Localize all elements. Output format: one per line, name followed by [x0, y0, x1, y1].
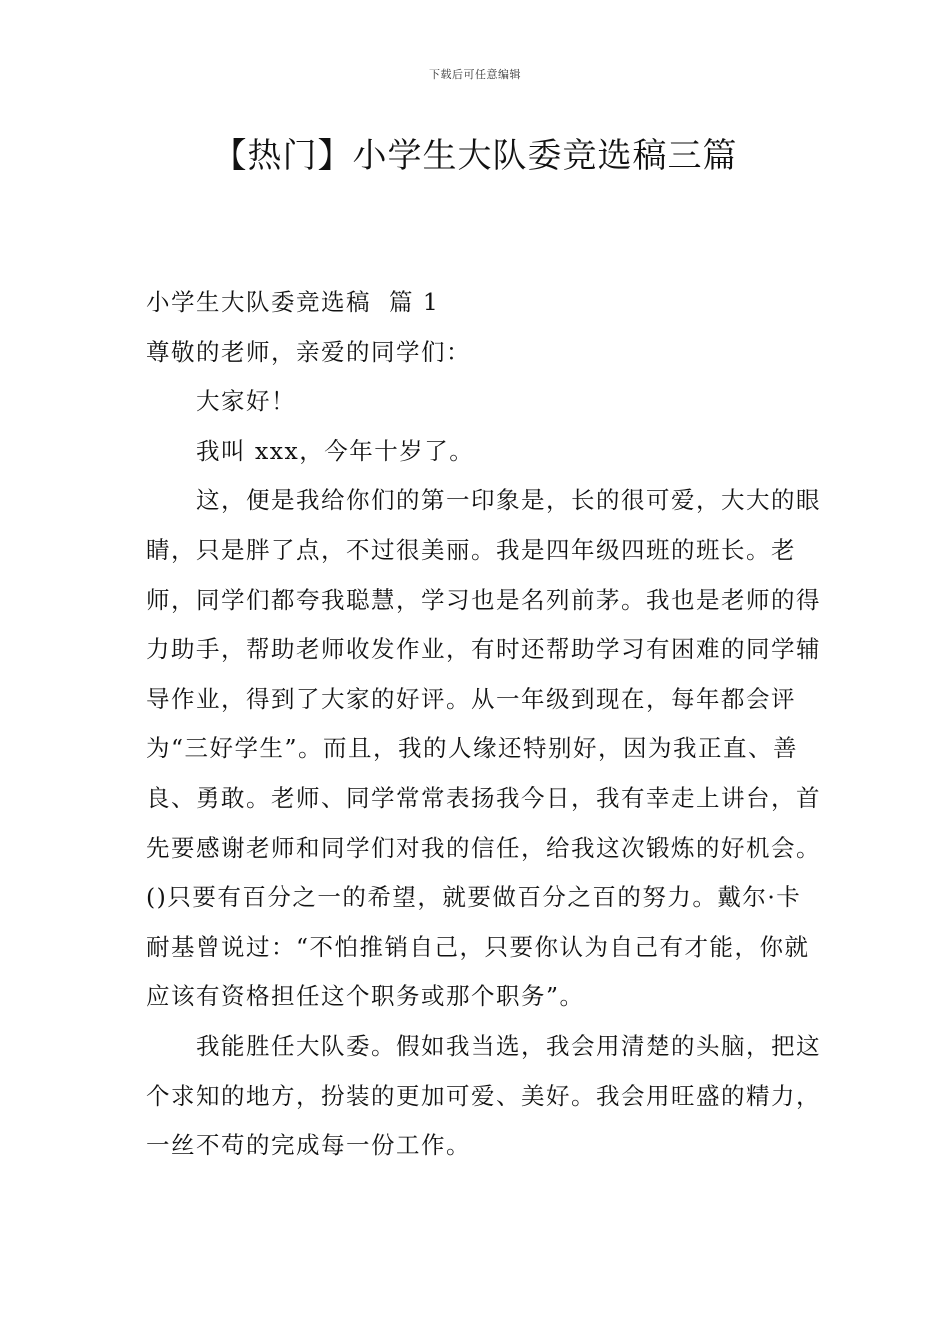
document-title: 【热门】小学生大队委竞选稿三篇: [212, 136, 738, 176]
paragraph-1: 大家好！: [196, 387, 296, 416]
header-note: 下载后可任意编辑: [429, 68, 521, 81]
paragraph-3: 这，便是我给你们的第一印象是，长的很可爱，大大的眼睛，只是胖了点，不过很美丽。我是四年级四班的班长。老师，同学们都夸我聪慧，学习也是名列前茅。我也是老师的得力助手，帮助老师收发作业，有时还帮助学习有困难的同学辅导作业，得到了大家的好评。从一年级到现在，每年都会评为“三好学生”。而且，我的人缘还特别好，因为我正直、善良、勇敢。老师、同学常常表扬我今日，我有幸走上讲台，首先要感谢老师和同学们对我的信任，给我这次锻炼的好机会。()只要有百分之一的希望，就要做百分之百的努力。戴尔·卡耐基曾说过：“不怕推销自己，只要你认为自己有才能，你就应该有资格担任这个职务或那个职务”。: [146, 486, 821, 1011]
document-body: [146, 278, 826, 1171]
paragraph-4: 我能胜任大队委。假如我当选，我会用清楚的头脑，把这个求知的地方，扮装的更加可爱、美好。我会用旺盛的精力，一丝不苟的完成每一份工作。: [146, 1031, 821, 1160]
section-heading: 小学生大队委竞选稿 篇 1: [146, 288, 440, 316]
paragraph-2: 我叫 xxx，今年十岁了。: [196, 436, 475, 465]
greeting: 尊敬的老师，亲爱的同学们：: [146, 337, 471, 366]
